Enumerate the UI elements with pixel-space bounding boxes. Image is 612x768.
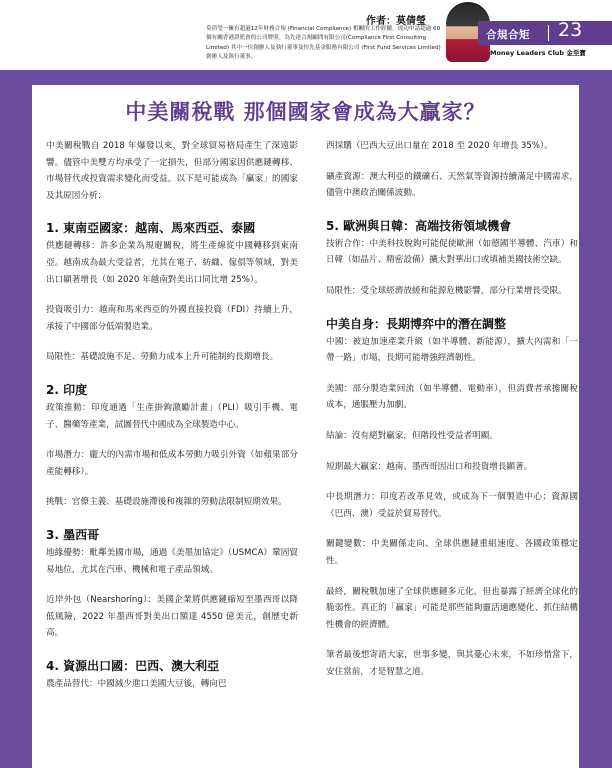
section-heading: 3. 墨西哥 [46, 527, 100, 542]
paragraph: 近岸外包（Nearshoring）：美國企業將供應鏈縮短至墨西哥以降低風險，2022 年墨西哥對美出口額達 4550 億美元，創歷史新高。 [46, 595, 298, 639]
section-heading: 5. 歐洲與日韓：高端技術領域機會 [326, 218, 512, 233]
section-heading: 2. 印度 [46, 382, 88, 397]
paragraph: 地緣優勢：毗鄰美國市場，通過《美墨加協定》（USMCA）鞏固貿易地位，尤其在汽車、機械和電子產品領域。 [46, 547, 298, 575]
paragraph: 農產品替代：中國減少進口美國大豆後，轉向巴 [46, 678, 227, 689]
paragraph: 最終，關稅戰加速了全球供應鏈多元化，但也暴露了經濟全球化的脆弱性。真正的「贏家」可能是那些能夠靈活適應變化、抓住結構性機會的經濟體。 [326, 586, 578, 630]
paragraph: 筆者最後想寄語大家，世事多變，與其憂心未來，不如珍惜當下，安住當前，才是智慧之道。 [326, 650, 578, 677]
badge-divider [548, 25, 549, 41]
paragraph: 中長期潛力：印度若改革見效，或成為下一個製造中心；資源國（巴西、澳）受益於貿易替代。 [326, 492, 578, 519]
paragraph: 中美關稅戰自 2018 年爆發以來，對全球貿易格局產生了深遠影響。儘管中美雙方均承受了一定損失，但部分國家因供應鏈轉移、市場替代或投資需求變化而受益。以下是可能成為「贏家」的國家及其原因分析： [46, 141, 298, 201]
article-column-left [46, 138, 298, 706]
paragraph: 供應鏈轉移：許多企業為規避關稅，將生產線從中國轉移到東南亞。越南成為最大受益者，尤其在電子、紡織、傢俱等領域，對美出口顯著增長（如 2020 年越南對美出口同比增 25%）。 [46, 241, 298, 285]
paragraph: 中國：被迫加速產業升級（如半導體、新能源），擴大內需和「一帶一路」市場，長期可能增強經濟韌性。 [326, 336, 578, 364]
paragraph: 短期最大贏家：越南、墨西哥因出口和投資增長顯著。 [326, 461, 533, 472]
paragraph: 關鍵變數：中美關係走向、全球供應鏈重組速度、各國政策穩定性。 [326, 539, 578, 566]
author-name: 作者：莫倩瑩 [366, 16, 426, 27]
paragraph: 市場潛力：龐大的內需市場和低成本勞動力吸引外資（如蘋果部分產能轉移）。 [46, 450, 298, 477]
section-heading: 4. 資源出口國：巴西、澳大利亞 [46, 658, 220, 673]
paragraph: 結論：沒有絕對贏家，但階段性受益者明顯。 [326, 430, 498, 441]
paragraph: 局限性：基礎設施不足、勞動力成本上升可能制約長期增長。 [46, 352, 279, 363]
page-number: 23 [558, 19, 583, 41]
paragraph: 挑戰：官僚主義、基礎設施滯後和複雜的勞動法限制短期效果。 [46, 497, 287, 508]
paragraph: 西採購（巴西大豆出口量在 2018 至 2020 年增長 35%）。 [326, 141, 553, 151]
article-title: 中美關稅戰 那個國家會成為大贏家？ [125, 100, 486, 124]
paragraph: 美國：部分製造業回流（如半導體、電動車），但消費者承擔關稅成本，通脹壓力加劇。 [326, 383, 578, 411]
paragraph: 礦產資源：澳大利亞的鐵礦石、天然氣等資源持續滿足中國需求，儘管中澳政治關係波動。 [326, 171, 578, 199]
paragraph: 技術合作：中美科技脫鉤可能促使歐洲（如德國半導體、汽車）和日韓（如晶片、精密設備）擴大對華出口或填補美國技術空缺。 [326, 238, 578, 266]
paragraph: 投資吸引力：越南和馬來西亞的外國直接投資（FDI）持續上升，承接了中國部分低端製造業。 [46, 305, 298, 332]
paragraph: 政策推動：印度通過「生產掛鉤激勵計畫」（PLI）吸引手機、電子、醫藥等產業，試圖替代中國成為全球製造中心。 [46, 402, 298, 430]
section-heading: 1. 東南亞國家：越南、馬來西亞、泰國 [46, 221, 256, 236]
section-heading: 中美自身：長期博弈中的潛在調整 [326, 316, 507, 331]
publication-name: Money Leaders Club 金至寶 [490, 49, 586, 57]
paragraph: 局限性：受全球經濟放緩和能源危機影響，部分行業增長受限。 [326, 285, 567, 296]
author-bio: 莫倩瑩一擁有超過12年財務合規 (Financial Compliance) 相關的工作經驗，成功申請超過 60 個有關香港證監會的公司牌照。為先達合規顧問有限公司(Compliance First Consulting Limited) 其中一位創辦人及執行董事及恒先基金服務有限公司 (First Fund Services Limited) 創辦人及執行董事。 [206, 26, 441, 60]
section-title: 合規合矩 [486, 29, 530, 41]
page-header [0, 0, 612, 70]
article-column-right [326, 138, 578, 694]
